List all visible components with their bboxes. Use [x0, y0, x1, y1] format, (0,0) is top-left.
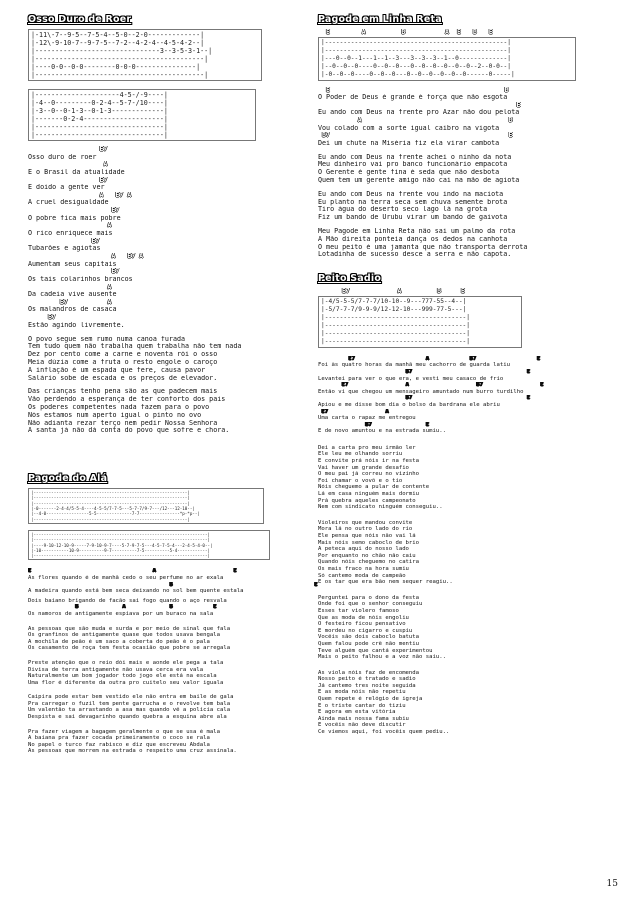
chord-line: E7 — [28, 146, 108, 153]
lyric-line: Os casamento de roça tem festa ocasião que pobre se arregala — [28, 645, 231, 652]
chord-line: B7 E — [318, 421, 430, 428]
lyric-line: O meu pai já correu no vizinho — [318, 471, 420, 478]
lyric-line: Meia dúzia come a fruta o resto engole o caroço — [28, 358, 218, 366]
lyric-line: Já cantemo tres noite seguida — [318, 682, 416, 689]
lyric-line: Quando nóis cheguemo no catira — [318, 559, 420, 566]
tablature: |-4/5-5-5/7-7-7/10-10--9---777-55--4--| |-5/7-7-7/9-9-9/12-12-10---999-77-5---| |--------------------------------------| |--------------------------------------| |--------------------------------------| |--------------------------------------| — [318, 296, 522, 348]
lyric-line: O Poder de Deus é grande é força que não esgota — [318, 94, 508, 101]
lyric-line: Tubarões e agiotas — [28, 245, 101, 253]
lyric-line: O Gerente é gente fina é seda que não desbota — [318, 169, 500, 177]
verse — [28, 694, 320, 720]
lyric-line: Lotadinha de sucesso desce a serra e não capota. — [318, 251, 512, 259]
chord-line: B7 E — [318, 132, 513, 140]
lyric-line: Por enquanto no chão não caiu — [318, 552, 416, 559]
lyric-line: Mais o peito falhou e a voz não saiu.. — [318, 654, 446, 661]
lyric-line: Ainda mais nossa fama subiu — [318, 715, 409, 722]
lyric-line: Dois baiano brigando de facão sai fogo quando o aço resvala — [28, 597, 227, 604]
lyric-line: Nós estamos num aperto igual o pinto no ovo — [28, 411, 202, 419]
lyric-line: Mora lá no outro lado do rio — [318, 526, 413, 533]
lyric-line: A santa já não dá conta do povo que sofre e chora. — [28, 427, 230, 435]
lyric-line: Foi às quatro horas da manhã meu cachorro de guarda latiu — [318, 362, 510, 369]
lyric-line: Dei a carta pro meu irmão ler — [318, 444, 416, 451]
lyric-line: Os tais colarinhos brancos — [28, 275, 133, 283]
lyric-line: Divisa de terra antigamente não usava cerca era vala — [28, 666, 204, 673]
verse — [28, 626, 320, 652]
lyric-line: Lá em casa ninguém mais dormiu — [318, 491, 420, 498]
chord-line: E7 A — [318, 408, 389, 415]
lyric-line: Osso duro de roer — [28, 153, 97, 161]
lyric-line: Vai haver um grande desafio — [318, 464, 409, 471]
lyric-line: A peteca aqui do nosso lado — [318, 546, 409, 553]
song-pagode-em-linha-reta — [318, 14, 618, 259]
lyric-line: É o Brasil da atualidade — [28, 168, 125, 176]
lyric-line: E de novo amuntou e na estrada sumiu.. — [318, 428, 446, 435]
lyric-line: Pra carregar o fuzil tem pente garrucha e o revolve tem bala — [28, 700, 231, 707]
verse — [28, 336, 320, 383]
lyric-line: Não adianta rezar terço nem pedir Nossa Senhora — [28, 419, 218, 427]
chord-line: A E7 A — [28, 253, 144, 261]
lyric-line: Onde foi que o senhor conseguiu — [318, 601, 423, 608]
verse — [28, 729, 320, 755]
lyric-line: Estão agindo livremente. — [28, 321, 125, 329]
chord-line: E7 — [28, 237, 100, 245]
verse — [28, 388, 320, 435]
lyric-line: Apiou e me disse bom dia o bolso da bardrana ele abriu — [318, 401, 500, 408]
lyric-line: Preste atenção que o reio dói mais e aonde ele pega a tala — [28, 659, 224, 666]
lyric-line: Da cadeia vive ausente — [28, 291, 117, 299]
lyric-line: O festeiro ficou pensativo — [318, 621, 406, 628]
chord-line: E7 A B E — [318, 288, 465, 296]
lyric-line: Aumentam seus capitais — [28, 260, 117, 268]
lyric-line: As pessoas que são muda e surda e por meio de sinal que fala — [28, 625, 231, 632]
lyric-line: Prá quebra aqueles campeonato — [318, 497, 416, 504]
verse-with-chords — [318, 356, 618, 435]
tablature: |---------------------------------------------------------------------| |---------------------------------------------------------------------| |----9-10-12-10-9-----7-9-10-9-7----5-7-9-7-5---4-5-7-5-4---2-4-5-4-0--| |-10-----------10-9----------9-7----------7-5----------5-4------------| |---------------------------------------------------------------------| — [28, 530, 270, 560]
lyric-line: Tiro água do deserto seco lago lá na grota — [318, 206, 488, 214]
lyric-line: Os namoros de antigamente espiava por um buraco na sala — [28, 610, 214, 617]
song-title: Pagode do Alá — [28, 473, 108, 485]
lyric-line: Uma flor é diferente da outra pro cuitelo seu valor iguala — [28, 679, 224, 686]
lyric-line: Violeiros que mandou convite — [318, 519, 413, 526]
lyric-line: E as moda nóis não repetiu — [318, 689, 406, 696]
chord-line: A B — [318, 117, 513, 125]
lyric-line: Pra fazer viagem a bagagem geralmente o que se usa é mala — [28, 728, 220, 735]
chord-line: E — [318, 101, 521, 109]
song-title: Peito Sadio — [318, 273, 382, 285]
verse — [318, 670, 618, 736]
lyric-line: Eu planto na terra seca sem chuva semente brota — [318, 198, 508, 206]
lyric-line: Os malandros de casaca — [28, 306, 117, 314]
lyric-line: O meu peito é uma jamanta que não transporta derrota — [318, 243, 528, 251]
song-title: Osso Duro de Roer — [28, 14, 132, 25]
chord-line: E7 A B7 E — [318, 355, 541, 362]
chord-line: E7 — [28, 268, 120, 276]
verse-with-chords — [318, 87, 618, 148]
chord-line: E7 — [28, 314, 56, 322]
chord-line: E7 — [28, 176, 108, 184]
lyric-line: A Mão direita ponteia dança os dedos na canhota — [318, 235, 508, 243]
lyric-line: Mais nóis semo caboclo de brio — [318, 539, 420, 546]
chord-line: B7 E — [318, 395, 531, 402]
lyric-line: Só cantemo moda de campeão — [318, 572, 406, 579]
song-title: Pagode em Linha Reta — [318, 14, 442, 25]
verse-with-chords — [28, 146, 320, 330]
right-column — [318, 14, 618, 742]
tablature: |-11\-7--9-5--7-5-4--5-0--2-0-------------| |-12\-9-10-7--9-7-5--7-2--4-2-4--4-5-4-2--| |-------------------------------3--3-5-3-1--| |------------------------------------------| |----0-0--0-0--------0-0-0---------------| |------------------------------------------| — [28, 29, 262, 81]
chord-line: A — [28, 161, 108, 169]
lyric-line: Despista e sai devagarinho quando quebra a esquina abre ala — [28, 714, 227, 721]
lyric-line: Tem tudo quem não trabalha quem trabalha não tem nada — [28, 343, 242, 351]
lyric-line: Os granfinos de antigamente quase que todos usava bengala — [28, 632, 220, 639]
song-pagode-do-ala — [28, 473, 320, 755]
chord-line: E7 A B7 E — [318, 382, 544, 389]
lyric-line: A cruel desigualdade — [28, 199, 109, 207]
tablature: |-------------------------------------------------| |-------------------------------------------------| |---0--0--1---1--1--3---3--3--3--1--0-------------| |--0--0--0----0--0--0---0--0--0--0--0--0--2--0-0--| |-0--0--0----0--0--0---0--0--0--0--0--0------0-----| — [318, 37, 576, 81]
lyric-line: Ele leu me olhando sorriu — [318, 451, 403, 458]
lyric-line: É doido a gente ver — [28, 184, 105, 192]
tablature: |---------------------4-5-/-9----| |-4--0---------0-2-4--5-7-/10----| |-3--0--0-1-3--0-1-3-------------| |-------0-2-4--------------------| |--------------------------------| |--------------------------------| — [28, 89, 256, 141]
verse — [318, 228, 618, 259]
lyric-line: O rico enriquece mais — [28, 229, 113, 237]
lyric-line: A inflação é um espada que fere, causa pavor — [28, 366, 206, 374]
verse — [318, 445, 618, 511]
lyric-line: E mordeu no cigarro e cuspiu — [318, 627, 413, 634]
lyric-line: As viola nóis faz de encomenda — [318, 669, 420, 676]
lyric-line: Quem tem um gerente amigo não cai na mão de agiota — [318, 177, 520, 185]
lyric-line: Eu ando com Deus na frente achei o ninho da nota — [318, 153, 512, 161]
lyric-line: Perguntei para o dono da festa — [318, 594, 420, 601]
lyric-line: É convite prá nóis ir na festa — [318, 458, 420, 465]
lyric-line: A mochila de peão é um saco a coberta do peão é o pala — [28, 638, 210, 645]
lyric-line: Que as moda de nóis engoliu — [318, 614, 409, 621]
lyric-line: Eu ando com Deus na frente vou indo na maciota — [318, 190, 504, 198]
lyric-line: Nem com sindicato ninguém conseguiu.. — [318, 504, 443, 511]
lyric-line: Ce viemos aqui, foi vocêis quem pediu.. — [318, 729, 450, 736]
lyric-line: Eu ando com Deus na frente pro Azar não dou pelota — [318, 109, 520, 117]
chord-line: E B — [318, 86, 509, 94]
chord-line: B A B E — [28, 604, 217, 611]
chord-line: A — [28, 283, 112, 291]
song-peito-sadio — [318, 273, 618, 735]
lyric-line: Nosso peito é tratado e sadio — [318, 676, 416, 683]
lyric-line: Fiz um bando de Urubu virar um bando de gaivota — [318, 214, 508, 222]
lyric-line: Foi chamar o vovô e o tio — [318, 477, 403, 484]
lyric-line: Levantei para ver o que era, e vesti meu casaco de frio — [318, 375, 504, 382]
lyric-line: Quem repete é relógio de igreja — [318, 696, 423, 703]
lyric-line: Quem falou pode crê não mentiu — [318, 640, 420, 647]
lyric-line: Teve alguém que cantá experimentou — [318, 647, 433, 654]
verse — [318, 154, 618, 185]
page-number: 15 — [606, 879, 618, 889]
lyric-line: As pessoas que morrem na estrada o respeito uma cruz assinala. — [28, 748, 237, 755]
lyric-line: Então vi que chegou um mensageiro amuntado num burro turdilho — [318, 388, 524, 395]
lyric-line: Um valentão ta arrastando a asa mas quando vê a polícia cala — [28, 707, 231, 714]
tablature: |-------------------------------------------------------------| |-------------------------------------------------------------| |-------------------------------------------------------------| |-0-------2-4-4/5-5-4----4-5-5/7-7-5---5-7-7/9-7---/12---12-10--| |--4-0-----------------5-5--------------7-7----------------*p-*p--| |-------------------------------------------------------------| — [28, 488, 264, 524]
lyric-line: A madeira quando está bem seca deixando no sol bem quente estala — [28, 588, 244, 595]
lyric-line: Dei um chute na Miséria fiz ela virar cambota — [318, 139, 500, 147]
lyric-line: Esses tar violero famoso — [318, 607, 399, 614]
song-osso-duro — [28, 14, 320, 435]
chord-line: A — [28, 222, 112, 230]
lyric-line: Naturalmente um bom jogador todo jogo ele está na escala — [28, 673, 217, 680]
verse — [318, 595, 618, 661]
lyric-line: E vocêis não deve discutir — [318, 722, 406, 729]
lyric-line: Os mais fraco na hora sumiu — [318, 565, 409, 572]
chord-line: E A E — [28, 568, 237, 575]
lyric-line: Salário sobe de escada e os preços de elevador. — [28, 374, 218, 382]
lyric-line: E agora em esta vitória — [318, 709, 396, 716]
chord-line: A E7 A — [28, 191, 132, 199]
lyric-line: Vou colado com a sorte igual caibro na vigota — [318, 124, 500, 132]
lyric-line: A baiana pra fazer cocada primeiramente o coco se rala — [28, 735, 210, 742]
verse — [318, 520, 618, 586]
chord-line: E7 — [28, 207, 120, 215]
lyric-line: O povo segue sem rumo numa canoa furada — [28, 335, 186, 343]
lyric-line: E o triste cantar do tiziu — [318, 702, 406, 709]
lyric-line: Meu dinheiro vai pro banco funcionário empacota — [318, 161, 508, 169]
lyric-line: Vão perdendo a esperança de ter conforto dos pais — [28, 396, 226, 404]
lyric-line: Das crianças tenho pena são as que padecem mais — [28, 388, 218, 396]
lyric-line: Dez por cento come a carne e noventa rói o osso — [28, 351, 218, 359]
lyric-line: As flores quando é de manhã cedo o seu perfume no ar exala — [28, 574, 224, 581]
lyric-line: Meu Pagode em Linha Reta não sai um palmo da rota — [318, 228, 516, 236]
chord-line: E7 A — [28, 298, 112, 306]
lyric-line: Os poderes competentes nada fazem para o povo — [28, 403, 210, 411]
lyric-line: Nóis cheguemo a pular de contente — [318, 484, 430, 491]
verse-with-chords — [28, 568, 320, 617]
left-column — [28, 14, 320, 761]
lyric-line: No papel o turco faz rabisco e diz que escreveu Abdala — [28, 741, 210, 748]
verse — [318, 191, 618, 222]
lyric-line: Vocêis são dois caboclo batuta — [318, 634, 420, 641]
chord-line: E A B A E B E — [318, 29, 493, 36]
verse — [28, 660, 320, 686]
chord-line: B7 E — [318, 368, 531, 375]
lyric-line: Uma carta o rapaz me entregou — [318, 415, 416, 422]
lyric-line: Caipira pode estar bem vestido ele não entra em baile de gala — [28, 694, 234, 701]
chord-line: B E — [28, 581, 318, 588]
lyric-line: Ele pensa que nóis não vai lá — [318, 533, 416, 539]
lyric-line: O pobre fica mais pobre — [28, 214, 121, 222]
lyric-line: E os tar que era bão nem sequer reagiu.. — [318, 579, 453, 586]
